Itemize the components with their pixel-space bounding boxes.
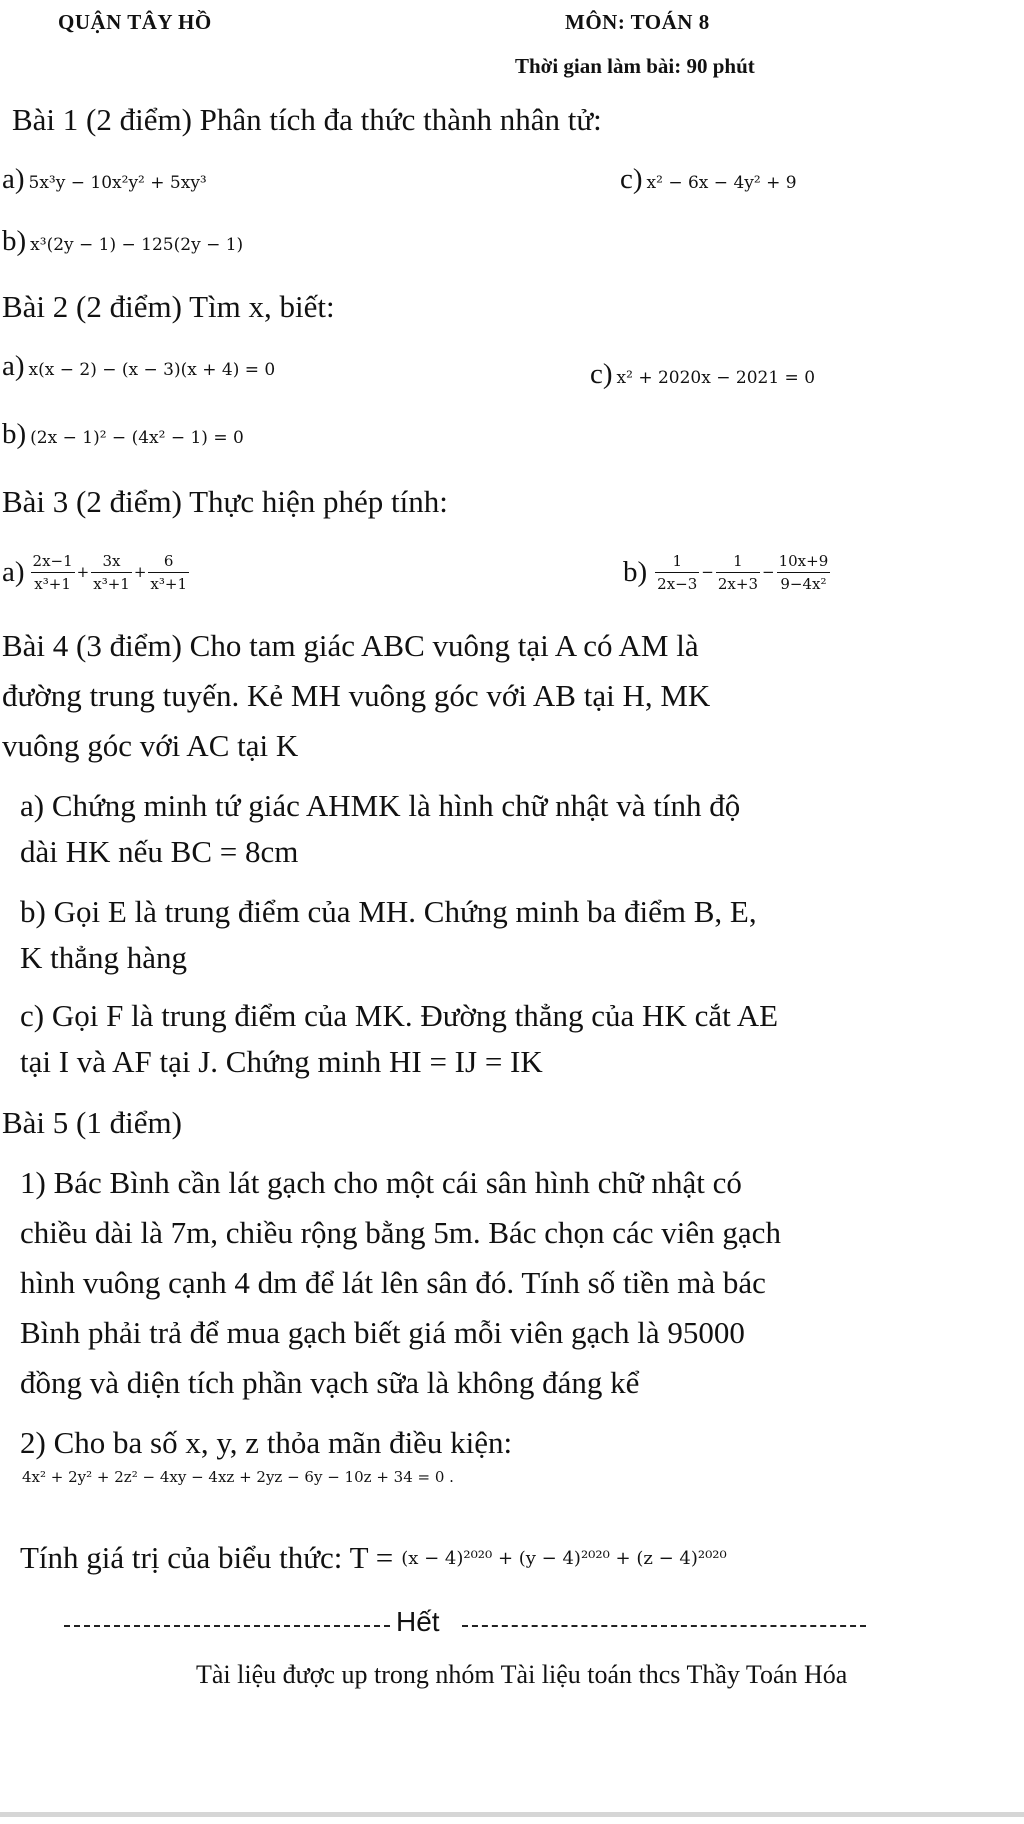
bai1-title: Bài 1 (2 điểm) Phân tích đa thức thành nhân tử: xyxy=(12,102,602,137)
bai5-p2-condition: 4x² + 2y² + 2z² − 4xy − 4xz + 2yz − 6y − 10z + 34 = 0 . xyxy=(22,1468,454,1486)
bai5-p2-question xyxy=(20,1538,727,1578)
minus-sign: − xyxy=(762,563,775,581)
footer-note: Tài liệu được up trong nhóm Tài liệu toán thcs Thầy Toán Hóa xyxy=(196,1660,848,1689)
bai3-a-frac3 xyxy=(148,550,189,595)
bai1-b-label: b) xyxy=(2,225,27,257)
bai2-a-label: a) xyxy=(2,350,25,382)
end-label: Hết xyxy=(396,1606,440,1637)
subject-heading: MÔN: TOÁN 8 xyxy=(565,10,710,34)
bai5-p1-line1: 1) Bác Bình cần lát gạch cho một cái sân hình chữ nhật có xyxy=(20,1165,742,1200)
bai3-b-frac1 xyxy=(655,550,699,595)
bai3-b-frac2 xyxy=(716,550,760,595)
bai4-title-line1: Bài 4 (3 điểm) Cho tam giác ABC vuông tại A có AM là xyxy=(2,628,699,663)
bai1-a-expr: 5x³y − 10x²y² + 5xy³ xyxy=(28,173,207,193)
plus-sign: + xyxy=(133,563,147,581)
bai4-c-line2: tại I và AF tại J. Chứng minh HI = IJ = IK xyxy=(20,1044,543,1079)
bai5-p1-line4: Bình phải trả để mua gạch biết giá mỗi viên gạch là 95000 xyxy=(20,1315,745,1350)
bai3-b-frac2-num: 1 xyxy=(716,550,760,573)
bai5-p2-title: 2) Cho ba số x, y, z thỏa mãn điều kiện: xyxy=(20,1425,513,1460)
plus-sign: + xyxy=(76,563,90,581)
bai2-a-expr: x(x − 2) − (x − 3)(x + 4) = 0 xyxy=(28,360,276,380)
bai3-a-frac3-den: x³+1 xyxy=(150,574,187,593)
bai2-c-expr: x² + 2020x − 2021 = 0 xyxy=(616,368,816,388)
bai3-b-frac3-den: 9−4x² xyxy=(780,574,827,593)
minus-sign: − xyxy=(701,563,714,581)
exam-duration: Thời gian làm bài: 90 phút xyxy=(515,54,755,78)
bai4-a-line2: dài HK nếu BC = 8cm xyxy=(20,834,299,869)
bai3-a-label: a) xyxy=(2,555,25,588)
bai3-a-frac1-den: x³+1 xyxy=(34,574,71,593)
bai5-p1-line2: chiều dài là 7m, chiều rộng bằng 5m. Bác chọn các viên gạch xyxy=(20,1215,781,1250)
bai3-a xyxy=(2,540,189,604)
bai2-c xyxy=(590,358,815,391)
bai3-a-frac2-num: 3x xyxy=(91,550,132,573)
bai5-title: Bài 5 (1 điểm) xyxy=(2,1105,182,1140)
district-heading: QUẬN TÂY HỒ xyxy=(58,10,212,34)
bai1-a xyxy=(2,163,207,196)
bai3-b-frac3 xyxy=(777,550,831,595)
bai3-b-frac1-den: 2x−3 xyxy=(657,574,698,593)
bai5-p2-T-expr: (x − 4)²⁰²⁰ + (y − 4)²⁰²⁰ + (z − 4)²⁰²⁰ xyxy=(401,1547,727,1569)
bai1-a-label: a) xyxy=(2,163,25,195)
bai3-a-frac1 xyxy=(31,550,75,595)
bai5-p2-ask: Tính giá trị của biểu thức: T = xyxy=(20,1540,394,1575)
page-bottom-edge xyxy=(0,1812,1024,1817)
bai4-title-line3: vuông góc với AC tại K xyxy=(2,728,299,763)
bai5-p1-line5: đồng và diện tích phần vạch sữa là không đáng kể xyxy=(20,1365,640,1400)
bai2-a xyxy=(2,350,275,383)
end-divider-left xyxy=(64,1625,390,1627)
bai1-c xyxy=(620,163,797,196)
bai4-b-line2: K thẳng hàng xyxy=(20,940,188,975)
bai3-b-frac2-den: 2x+3 xyxy=(717,574,758,593)
bai3-a-frac2-den: x³+1 xyxy=(93,574,130,593)
bai3-b xyxy=(623,540,830,604)
bai3-a-frac1-num: 2x−1 xyxy=(31,550,75,573)
bai3-b-frac1-num: 1 xyxy=(655,550,699,573)
bai5-p1-line3: hình vuông cạnh 4 dm để lát lên sân đó. Tính số tiền mà bác xyxy=(20,1265,766,1300)
bai1-c-expr: x² − 6x − 4y² + 9 xyxy=(646,173,797,193)
bai4-b-line1: b) Gọi E là trung điểm của MH. Chứng minh ba điểm B, E, xyxy=(20,894,757,929)
bai3-b-label: b) xyxy=(623,555,648,588)
bai1-c-label: c) xyxy=(620,163,643,195)
bai2-c-label: c) xyxy=(590,358,613,390)
bai3-a-frac2 xyxy=(91,550,132,595)
bai2-b xyxy=(2,418,244,451)
bai2-title: Bài 2 (2 điểm) Tìm x, biết: xyxy=(2,289,335,324)
bai1-b xyxy=(2,225,243,258)
bai2-b-label: b) xyxy=(2,418,27,450)
end-divider-right xyxy=(462,1625,866,1627)
bai4-title-line2: đường trung tuyến. Kẻ MH vuông góc với AB tại H, MK xyxy=(2,678,711,713)
bai3-title: Bài 3 (2 điểm) Thực hiện phép tính: xyxy=(2,484,448,519)
bai1-b-expr: x³(2y − 1) − 125(2y − 1) xyxy=(30,235,244,255)
bai4-c-line1: c) Gọi F là trung điểm của MK. Đường thẳng của HK cắt AE xyxy=(20,998,779,1033)
bai3-b-frac3-num: 10x+9 xyxy=(777,550,831,573)
bai4-a-line1: a) Chứng minh tứ giác AHMK là hình chữ nhật và tính độ xyxy=(20,788,741,823)
bai3-a-frac3-num: 6 xyxy=(148,550,189,573)
bai2-b-expr: (2x − 1)² − (4x² − 1) = 0 xyxy=(30,428,244,448)
